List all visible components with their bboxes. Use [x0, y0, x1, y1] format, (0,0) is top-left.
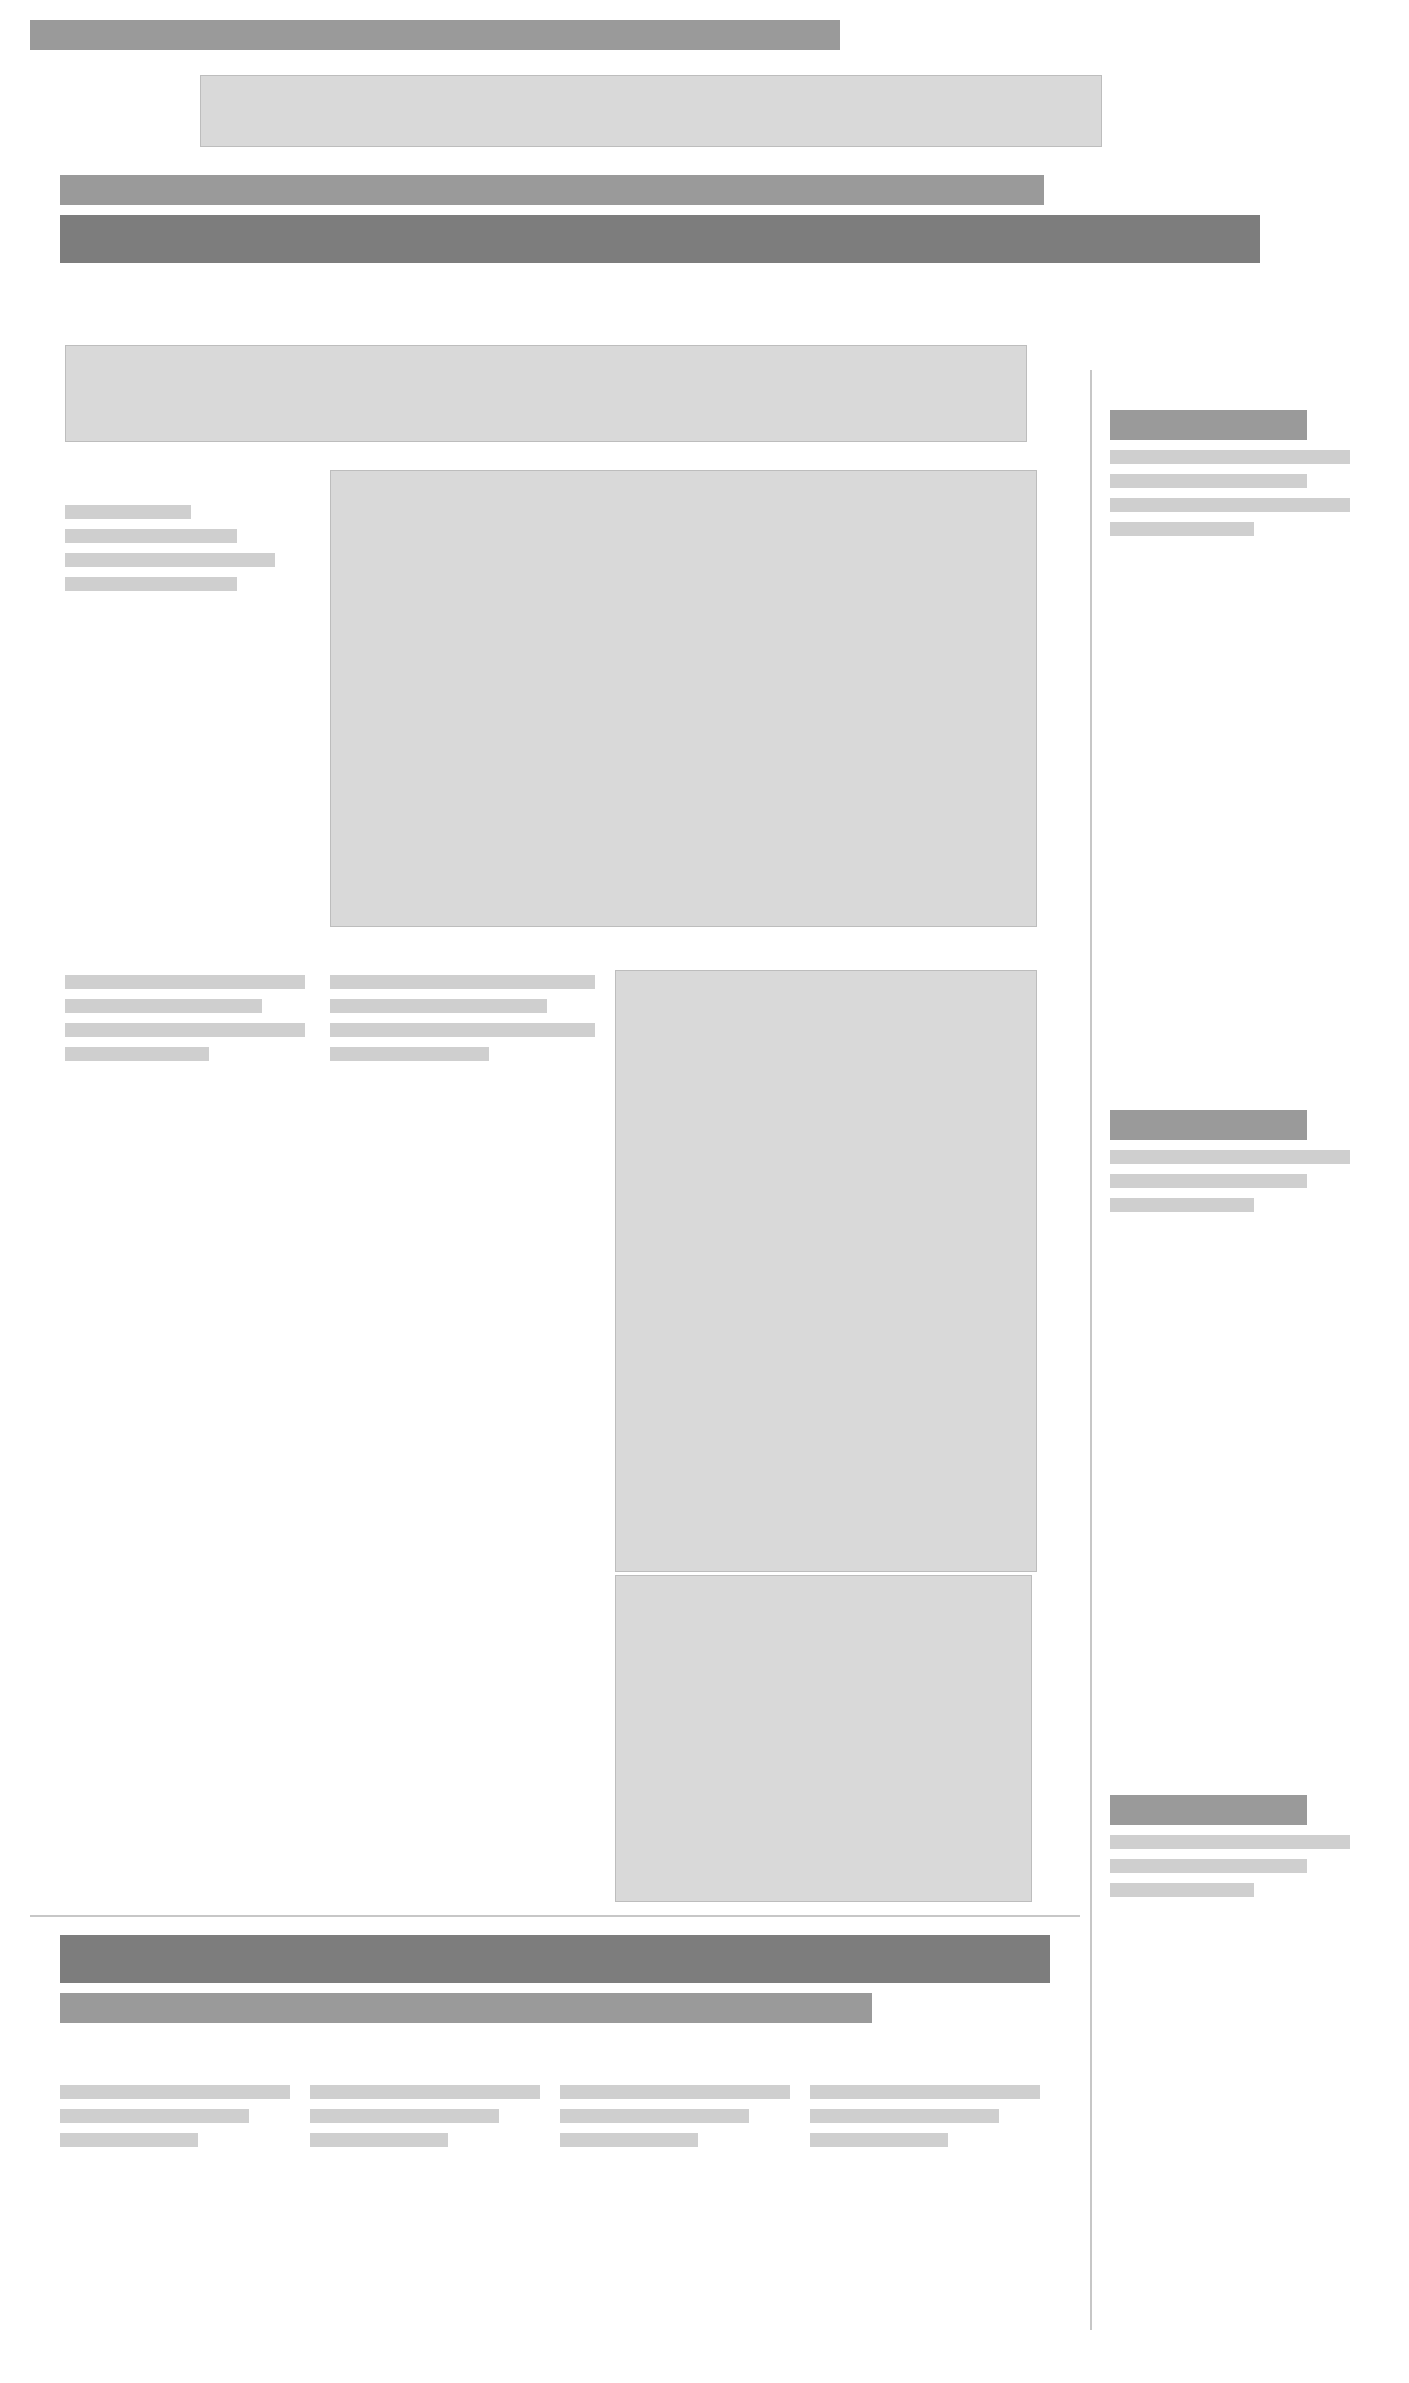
text-placeholder	[30, 20, 840, 50]
text-placeholder	[65, 975, 305, 989]
column-placeholder	[310, 2085, 540, 2157]
text-placeholder	[1110, 522, 1254, 536]
text-placeholder	[1110, 1110, 1307, 1140]
photo-placeholder	[615, 1575, 1032, 1902]
text-placeholder	[1110, 1859, 1307, 1873]
text-placeholder	[310, 2085, 540, 2099]
column-placeholder	[60, 2085, 290, 2157]
divider	[1090, 370, 1092, 2330]
text-placeholder	[65, 505, 191, 519]
text-placeholder	[560, 2133, 698, 2147]
text-placeholder	[60, 175, 1044, 205]
text-placeholder	[560, 2109, 749, 2123]
text-placeholder	[1110, 410, 1307, 440]
text-placeholder	[65, 1047, 209, 1061]
sidebar-placeholder	[1110, 1795, 1350, 1907]
column-placeholder	[810, 2085, 1040, 2157]
text-placeholder	[1110, 1883, 1254, 1897]
text-placeholder	[1110, 474, 1307, 488]
text-placeholder	[1110, 1835, 1350, 1849]
text-placeholder	[330, 1023, 595, 1037]
text-placeholder	[60, 2109, 249, 2123]
text-placeholder	[310, 2133, 448, 2147]
text-placeholder	[65, 529, 237, 543]
text-placeholder	[560, 2085, 790, 2099]
promo-bar-placeholder	[65, 345, 1027, 442]
text-placeholder	[330, 1047, 489, 1061]
text-placeholder	[810, 2133, 948, 2147]
text-placeholder	[1110, 1795, 1307, 1825]
column-placeholder	[65, 505, 275, 601]
column-placeholder	[560, 2085, 790, 2157]
text-placeholder	[330, 999, 547, 1013]
masthead-placeholder	[30, 20, 1380, 60]
column-placeholder	[65, 975, 305, 1071]
sidebar-placeholder	[1110, 1110, 1350, 1222]
text-placeholder	[1110, 1150, 1350, 1164]
text-placeholder	[810, 2109, 999, 2123]
photo-placeholder	[615, 970, 1037, 1572]
text-placeholder	[330, 975, 595, 989]
text-placeholder	[1110, 498, 1350, 512]
text-placeholder	[60, 1993, 872, 2023]
divider	[30, 1915, 1080, 1917]
text-placeholder	[310, 2109, 499, 2123]
text-placeholder	[65, 999, 262, 1013]
photo-placeholder	[330, 470, 1037, 927]
text-placeholder	[1110, 1174, 1307, 1188]
text-placeholder	[65, 577, 237, 591]
text-placeholder	[60, 2085, 290, 2099]
text-placeholder	[60, 1935, 1050, 1983]
text-placeholder	[1110, 1198, 1254, 1212]
sidebar-placeholder	[1110, 410, 1350, 546]
text-placeholder	[65, 1023, 305, 1037]
text-placeholder	[810, 2085, 1040, 2099]
text-placeholder	[1110, 450, 1350, 464]
column-placeholder	[330, 975, 595, 1071]
text-placeholder	[60, 2133, 198, 2147]
headline-placeholder	[60, 1935, 1050, 2033]
banner-placeholder	[200, 75, 1102, 147]
text-placeholder	[60, 215, 1260, 263]
headline-placeholder	[60, 175, 1260, 273]
text-placeholder	[65, 553, 275, 567]
